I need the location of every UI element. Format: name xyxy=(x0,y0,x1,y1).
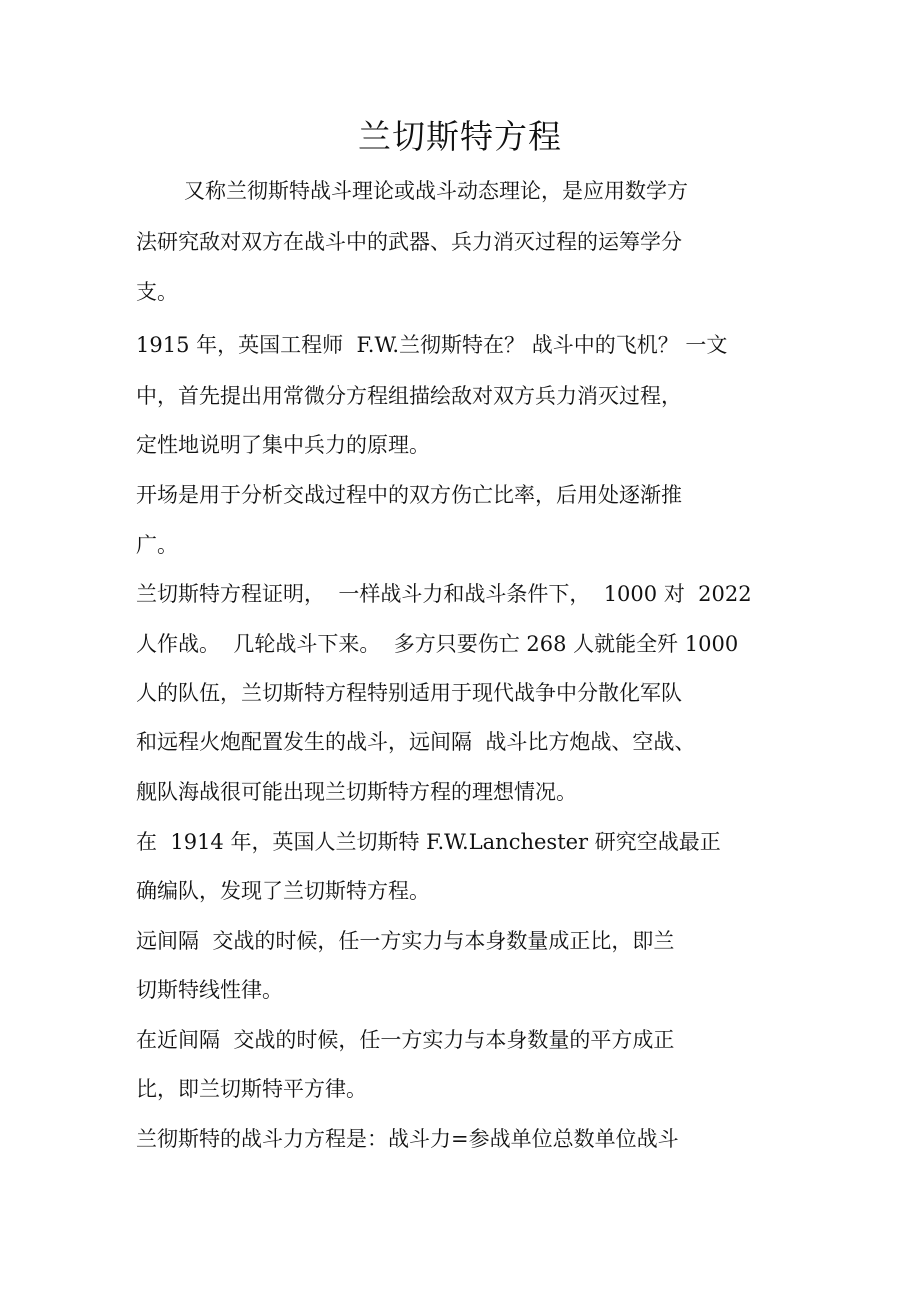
paragraph-line: 人的队伍，兰切斯特方程特别适用于现代战争中分散化军队 xyxy=(136,681,682,705)
paragraph-line: 定性地说明了集中兵力的原理。 xyxy=(136,433,430,457)
paragraph-line: 支。 xyxy=(136,280,178,304)
paragraph-line: 比，即兰切斯特平方律。 xyxy=(136,1077,367,1101)
paragraph-line: 在 1914 年，英国人兰切斯特 F.W.Lanchester 研究空战最正 xyxy=(136,830,721,854)
paragraph-line: 又称兰彻斯特战斗理论或战斗动态理论，是应用数学方 xyxy=(184,179,688,203)
paragraph-line: 舰队海战很可能出现兰切斯特方程的理想情况。 xyxy=(136,780,577,804)
paragraph-line: 切斯特线性律。 xyxy=(136,978,283,1002)
paragraph-line: 兰彻斯特的战斗力方程是：战斗力=参战单位总数单位战斗 xyxy=(136,1127,679,1151)
paragraph-line: 在近间隔 交战的时候，任一方实力与本身数量的平方成正 xyxy=(136,1028,675,1052)
paragraph-line: 广。 xyxy=(136,533,178,557)
paragraph-line: 1915 年，英国工程师 F.W.兰彻斯特在？ 战斗中的飞机？ 一文 xyxy=(136,333,728,357)
paragraph-line: 确编队，发现了兰切斯特方程。 xyxy=(136,879,430,903)
paragraph-line: 人作战。 几轮战斗下来。 多方只要伤亡 268 人就能全歼 1000 xyxy=(136,632,739,656)
paragraph-line: 中，首先提出用常微分方程组描绘敌对双方兵力消灭过程， xyxy=(136,384,682,408)
paragraph-line: 开场是用于分析交战过程中的双方伤亡比率，后用处逐渐推 xyxy=(136,483,682,507)
document-title: 兰切斯特方程 xyxy=(358,117,562,156)
paragraph-line: 和远程火炮配置发生的战斗，远间隔 战斗比方炮战、空战、 xyxy=(136,730,696,754)
paragraph-line: 兰切斯特方程证明， 一样战斗力和战斗条件下， 1000 对 2022 xyxy=(136,582,752,606)
paragraph-line: 法研究敌对双方在战斗中的武器、兵力消灭过程的运筹学分 xyxy=(136,230,682,254)
paragraph-line: 远间隔 交战的时候，任一方实力与本身数量成正比，即兰 xyxy=(136,929,675,953)
